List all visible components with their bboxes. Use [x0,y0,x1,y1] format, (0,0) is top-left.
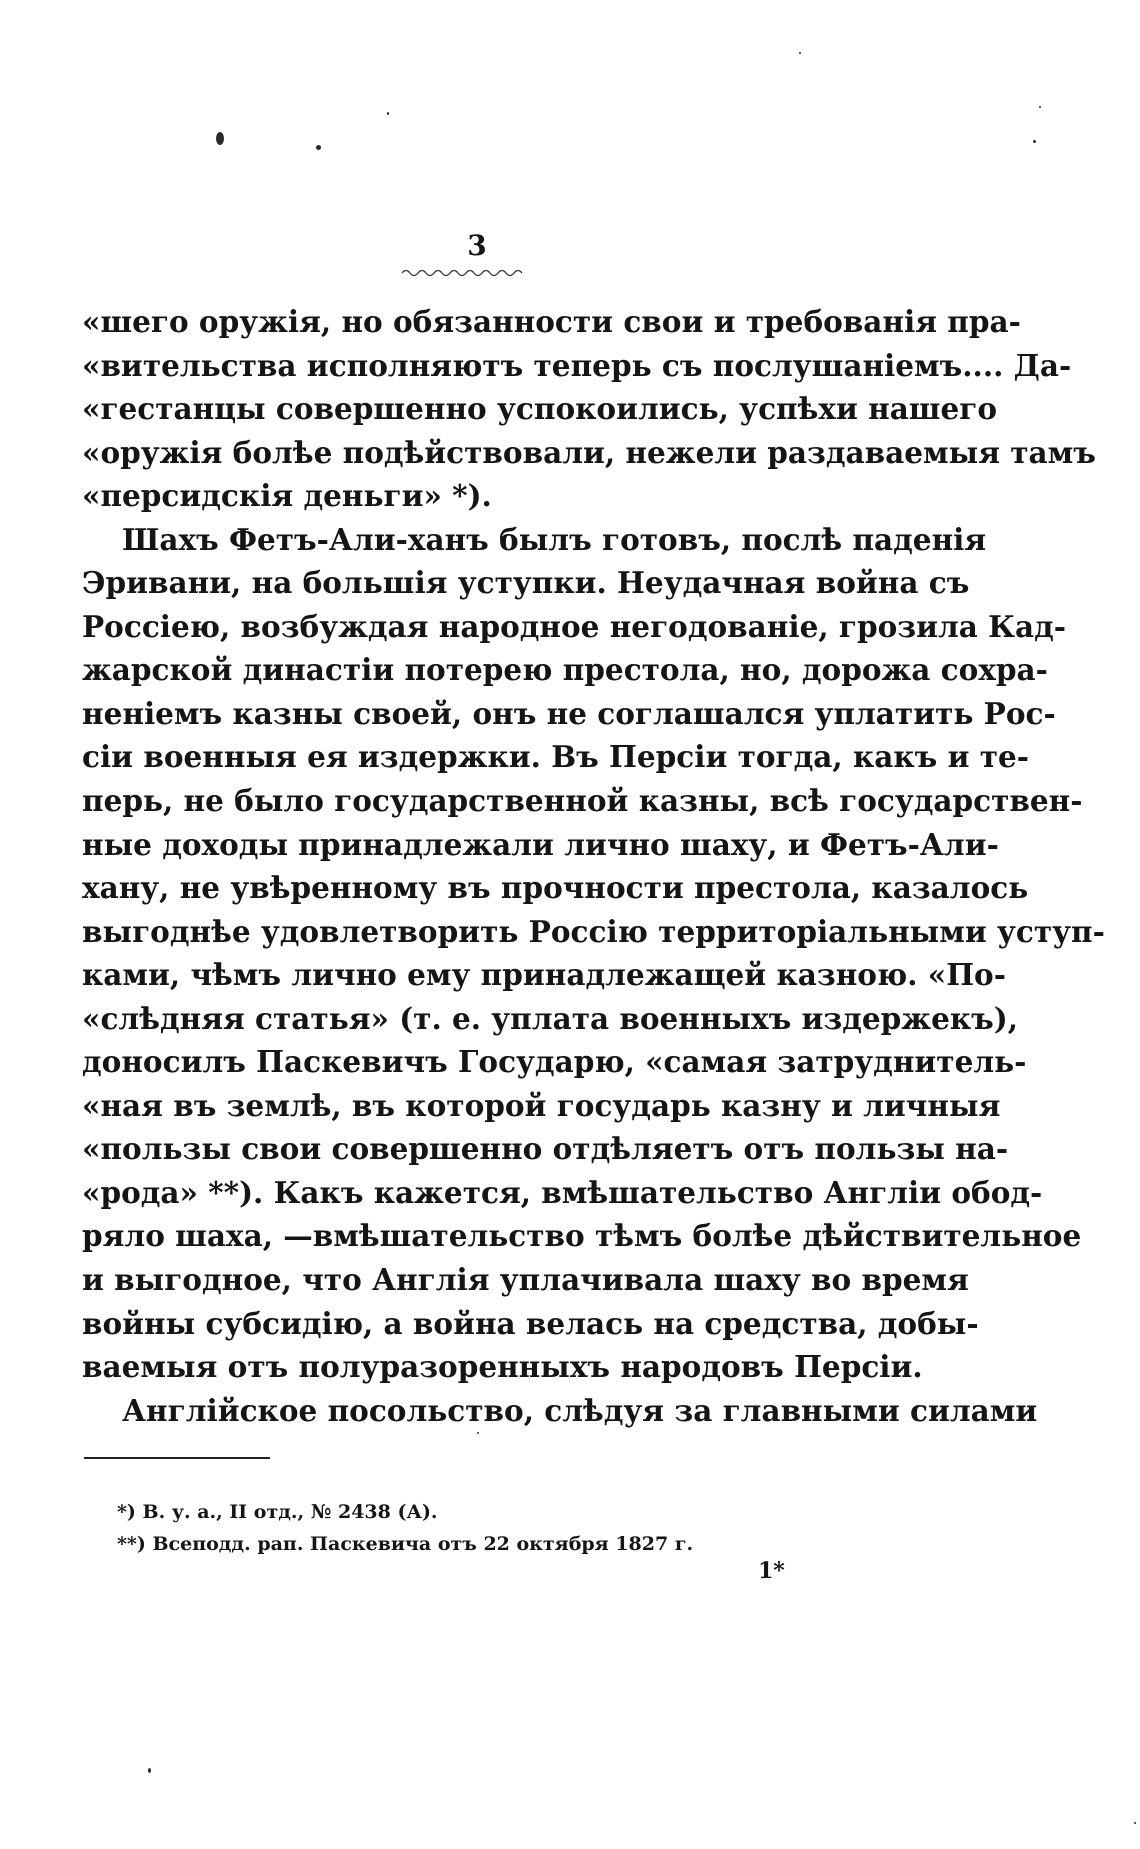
scan-speck [387,112,389,115]
text-line: «вительства исполняютъ теперь съ послушаніемъ.... Да- [82,347,1072,383]
text-line: и выгодное, что Англія уплачивала шаху во время [82,1262,969,1298]
text-line: жарской династіи потерею престола, но, дорожа сохра- [82,652,1048,688]
scan-speck [316,145,321,150]
text-line: Эривани, на большія уступки. Неудачная война съ [82,565,970,601]
text-line: Россіею, возбуждая народное негодованіе, грозила Кад- [82,608,1067,644]
footnotes [117,1496,817,1560]
text-line: доносилъ Паскевичъ Государю, «самая затруднитель- [82,1044,1027,1080]
text-line: Англійское посольство, слѣдуя за главными силами [122,1392,1038,1428]
text-line: неніемъ казны своей, онъ не соглашался уплатить Рос- [82,695,1056,731]
text-line: Шахъ Фетъ-Али-ханъ былъ готовъ, послѣ паденія [122,521,987,557]
scan-speck [477,1432,479,1434]
text-line: «персидскія деньги» *). [82,478,492,514]
text-line: «оружія болѣе подѣйствовали, нежели раздаваемыя тамъ [82,434,1096,470]
text-line: «рода» **). Какъ кажется, вмѣшательство Англіи обод- [82,1174,1043,1210]
text-line: «ная въ землѣ, въ которой государь казну и личныя [82,1087,1001,1123]
scan-speck [1039,106,1041,108]
text-line: ные доходы принадлежали лично шаху, и Фетъ-Али- [82,826,999,862]
scan-speck [799,52,801,54]
text-line: «слѣдняя статья» (т. е. уплата военныхъ издержекъ), [82,1000,1019,1036]
text-line: «шего оружія, но обязанности свои и требованія пра- [82,304,1021,339]
page-number: 3 [467,229,487,262]
text-line: хану, не увѣренному въ прочности престола, казалось [82,870,1029,906]
scan-speck [1134,1822,1136,1824]
text-line: «гестанцы совершенно успокоились, успѣхи нашего [82,391,998,427]
page-number-ornament [402,268,527,278]
printer-signature: 1* [758,1558,785,1584]
text-line: ряло шаха, —вмѣшательство тѣмъ болѣе дѣйствительное [82,1218,1082,1254]
text-line: «пользы свои совершенно отдѣляетъ отъ пользы на- [82,1131,1009,1167]
text-line: ками, чѣмъ лично ему принадлежащей казною. «По- [82,957,1006,993]
text-line: ваемыя отъ полуразоренныхъ народовъ Персіи. [82,1349,923,1385]
text-line: сіи военныя ея издержки. Въ Персіи тогда, какъ и те- [82,739,1030,775]
text-line: перь, не было государственной казны, всѣ государствен- [82,783,1083,819]
scan-speck [1033,140,1036,143]
scan-speck [216,132,224,145]
scan-speck [148,1768,151,1773]
body-text [82,300,1105,1432]
footnote: *) В. у. а., II отд., № 2438 (А). [117,1501,438,1523]
text-line: войны субсидію, а война велась на средства, добы- [82,1305,979,1341]
footnote: **) Всеподд. рап. Паскевича отъ 22 октября 1827 г. [117,1533,694,1555]
text-line: выгоднѣе удовлетворить Россію территоріальными уступ- [82,913,1105,949]
footnote-divider [84,1457,270,1459]
